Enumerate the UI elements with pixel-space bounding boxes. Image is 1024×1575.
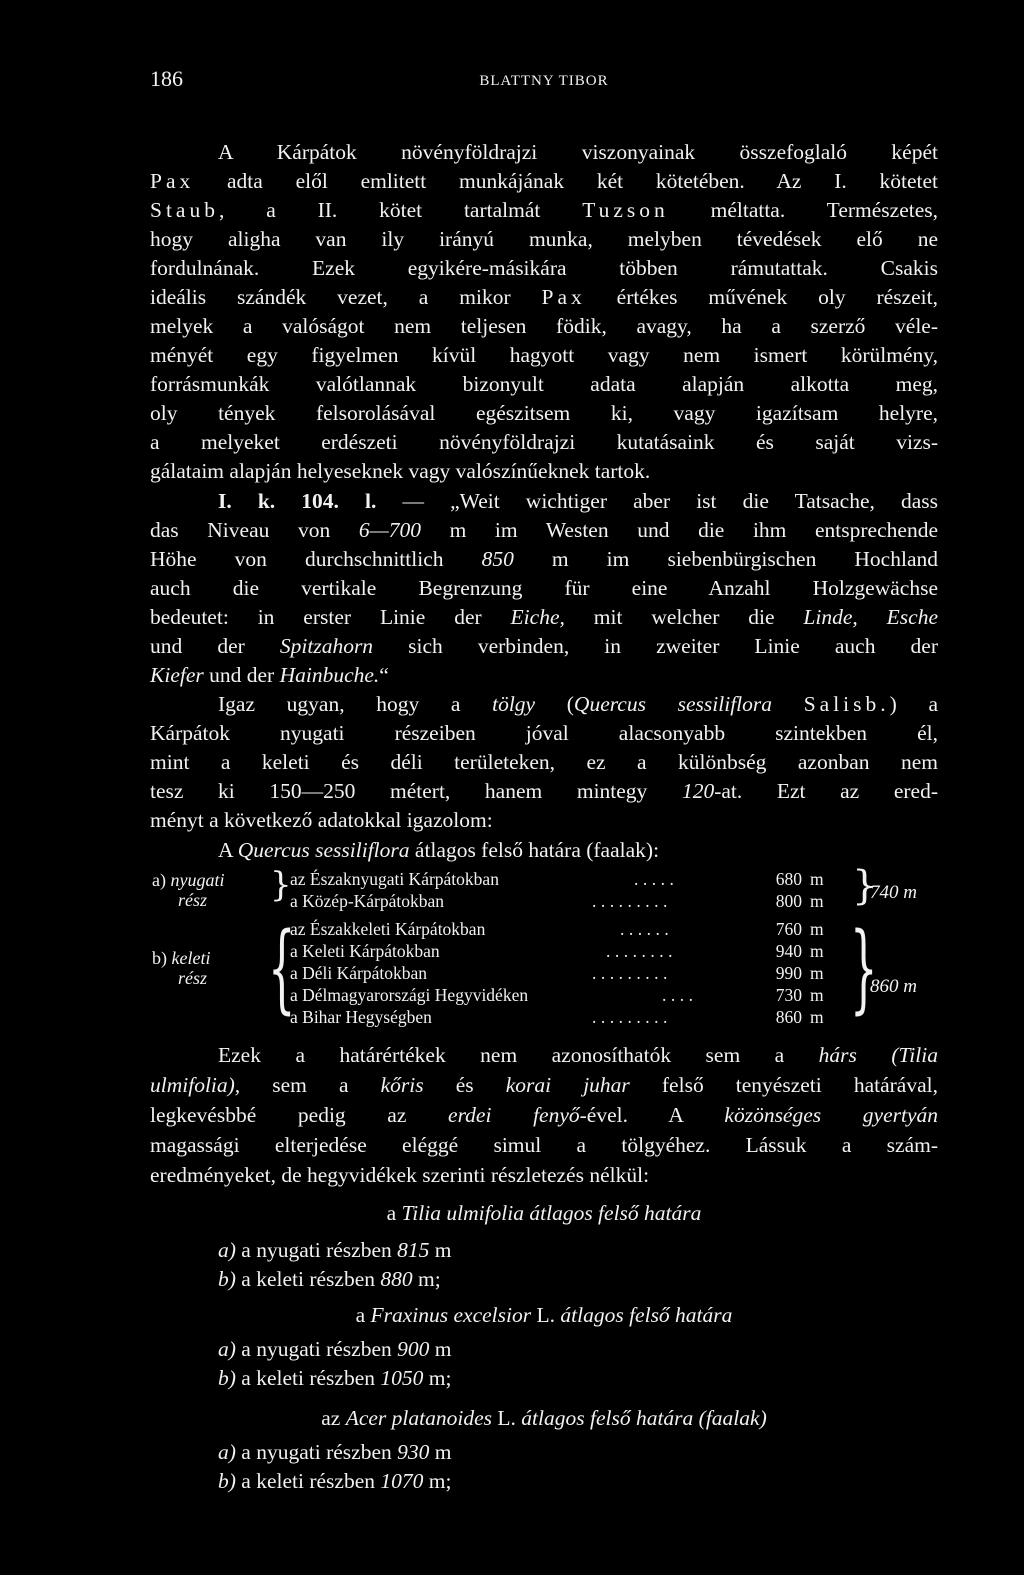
text-line: bedeutet: in erster Linie der Eiche, mit welcher die Linde, Esche: [150, 605, 938, 629]
text-line: Höhe von durchschnittlich 850 m im siebenbürgischen Hochland: [150, 547, 938, 571]
species-row: a) a nyugati részben 900 m: [218, 1337, 452, 1361]
text-line: legkevésbbé pedig az erdei fenyő-ével. A közönséges gyertyán: [150, 1103, 938, 1127]
text-line: forrásmunkák valótlannak bizonyult adata alapján alkotta meg,: [150, 372, 938, 396]
species-heading: az Acer platanoides L. átlagos felső határa (faalak): [321, 1406, 767, 1430]
text-line: gálataim alapján helyeseknek vagy valószínűeknek tartok.: [150, 459, 651, 483]
species-row: a) a nyugati részben 815 m: [218, 1238, 452, 1262]
species-row: b) a keleti részben 1070 m;: [218, 1469, 452, 1493]
text-line: auch die vertikale Begrenzung für eine Anzahl Holzgewächse: [150, 576, 938, 600]
text-line: ulmifolia), sem a kőris és korai juhar felső tenyészeti határával,: [150, 1073, 938, 1097]
text-line: ményét egy figyelmen kívül hagyott vagy nem ismert körülmény,: [150, 343, 938, 367]
table-caption: A Quercus sessiliflora átlagos felső határa (faalak):: [218, 838, 660, 862]
text-line: und der Spitzahorn sich verbinden, in zweiter Linie auch der: [150, 634, 939, 658]
text-line: hogy aligha van ily irányú munka, melyben tévedések elő ne: [150, 227, 938, 251]
brace-right-a: }: [852, 863, 878, 909]
text-line: oly tények felsorolásával egészitsem ki, vagy igazítsam helyre,: [150, 401, 938, 425]
text-line: I. k. 104. l. — „Weit wichtiger aber ist die Tatsache, dass: [218, 489, 938, 513]
brace-left-b: {: [268, 912, 296, 1024]
group-a-label: a) nyugati rész: [152, 870, 225, 910]
text-line: eredményeket, de hegyvidékek szerinti részletezés nélkül:: [150, 1163, 650, 1187]
table-row: a Keleti Kárpátokban ........ 940 m: [290, 941, 824, 961]
text-line: tesz ki 150—250 métert, hanem mintegy 120-at. Ezt az ered-: [150, 779, 938, 803]
text-line: Kárpátok nyugati részeiben jóval alacsonyabb szintekben él,: [150, 721, 938, 745]
text-line: melyek a valóságot nem teljesen födik, avagy, ha a szerző véle-: [150, 314, 938, 338]
species-row: a) a nyugati részben 930 m: [218, 1440, 452, 1464]
text-line: a melyeket erdészeti növényföldrajzi kutatásaink és saját vizs-: [150, 430, 938, 454]
table-row: a Közép-Kárpátokban ......... 800 m: [290, 891, 824, 911]
text-line: mint a keleti és déli területeken, ez a különbség azonban nem: [150, 750, 938, 774]
table-row: az Északkeleti Kárpátokban ...... 760 m: [290, 919, 824, 939]
summary-b: 860 m: [870, 976, 917, 997]
running-head: BLATTNY TIBOR: [479, 73, 609, 89]
text-line: Igaz ugyan, hogy a tölgy (Quercus sessiliflora Salisb.) a: [218, 692, 939, 716]
text-line: Pax adta elől emlitett munkájának két kötetében. Az I. kötetet: [150, 169, 938, 193]
elevation-table: [150, 862, 938, 1027]
table-row: az Északnyugati Kárpátokban ..... 680 m: [290, 869, 824, 889]
text-line: fordulnának. Ezek egyikére-másikára többen rámutattak. Csakis: [150, 256, 938, 280]
text-line: Kiefer und der Hainbuche.“: [150, 663, 389, 687]
table-row: a Bihar Hegységben ......... 860 m: [290, 1007, 824, 1027]
brace-right-b: }: [850, 912, 878, 1024]
brace-left-a: }: [270, 865, 292, 905]
text-line: A Kárpátok növényföldrajzi viszonyainak összefoglaló képét: [218, 140, 938, 164]
summary-a: 740 m: [870, 882, 917, 903]
text-line: ményt a következő adatokkal igazolom:: [150, 808, 493, 832]
text-line: magassági elterjedése eléggé simul a tölgyéhez. Lássuk a szám-: [150, 1133, 938, 1157]
table-row: a Déli Kárpátokban ......... 990 m: [290, 963, 824, 983]
text-line: Ezek a határértékek nem azonosíthatók sem a hárs (Tilia: [218, 1043, 938, 1067]
species-row: b) a keleti részben 1050 m;: [218, 1366, 452, 1390]
species-heading: a Tilia ulmifolia átlagos felső határa: [386, 1201, 702, 1225]
text-line: ideális szándék vezet, a mikor Pax értékes művének oly részeit,: [150, 285, 938, 309]
species-row: b) a keleti részben 880 m;: [218, 1267, 441, 1291]
species-heading: a Fraxinus excelsior L. átlagos felső határa: [355, 1303, 733, 1327]
table-row: a Délmagyarországi Hegyvidéken .... 730 m: [290, 985, 824, 1005]
text-line: Staub, a II. kötet tartalmát Tuzson méltatta. Természetes,: [150, 198, 938, 222]
page-header: [150, 64, 938, 94]
group-b-label: b) keleti rész: [152, 948, 211, 988]
text-line: das Niveau von 6—700 m im Westen und die ihm entsprechende: [150, 518, 938, 542]
page-number: 186: [150, 66, 183, 91]
